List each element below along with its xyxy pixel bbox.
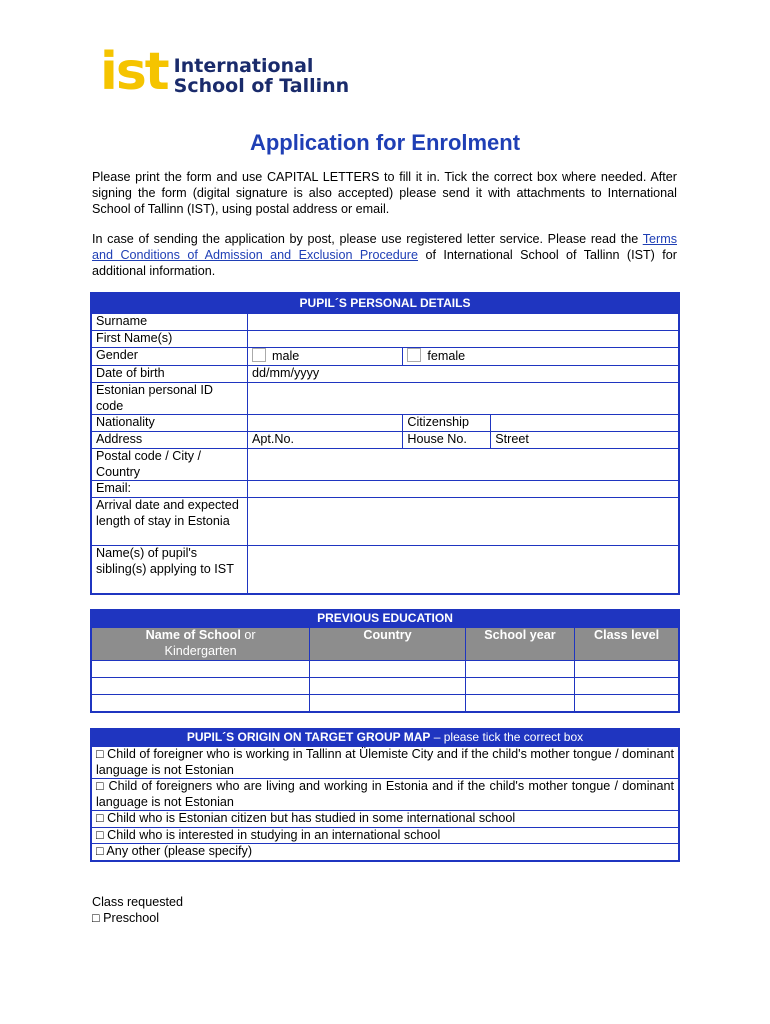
origin-option-2[interactable]: □ Child of foreigners who are living and working in Estonia and if the child's mother tongue / dominant language is not Estonian bbox=[91, 779, 679, 811]
page-title: Application for Enrolment bbox=[249, 130, 521, 155]
origin-header-rest: – please tick the correct box bbox=[430, 730, 584, 745]
logo-line-1: International bbox=[173, 55, 314, 77]
id-code-label: Estonian personal ID code bbox=[91, 383, 248, 415]
origin-option-5[interactable]: □ Any other (please specify) bbox=[91, 844, 679, 861]
postal-label: Postal code / City / Country bbox=[91, 449, 248, 481]
logo-mark: ist bbox=[100, 42, 168, 102]
dob-field[interactable]: dd/mm/yyyy bbox=[248, 366, 680, 383]
origin-option-3[interactable]: □ Child who is Estonian citizen but has studied in some international school bbox=[91, 811, 679, 828]
gender-female-option[interactable] bbox=[403, 348, 679, 366]
intro-p2-after: of International School of Tallinn (IST) for additional information. bbox=[92, 248, 677, 278]
first-names-label: First Name(s) bbox=[91, 331, 248, 348]
house-field[interactable]: House No. bbox=[403, 432, 491, 449]
previous-education-header: PREVIOUS EDUCATION bbox=[91, 610, 679, 628]
school-cell[interactable] bbox=[91, 678, 310, 695]
male-label: male bbox=[272, 349, 300, 363]
table-row bbox=[91, 661, 679, 678]
intro-paragraph-1: Please print the form and use CAPITAL LETTERS to fill it in. Tick the correct box where needed. After signing the form (digital signature is also accepted) please send it with attachments to International School of Tallinn (IST), using postal address or email. bbox=[92, 170, 677, 216]
intro-p2-before: In case of sending the application by post, please use registered letter service. Please read the bbox=[92, 232, 643, 246]
country-cell[interactable] bbox=[310, 695, 466, 712]
male-checkbox[interactable] bbox=[252, 348, 266, 362]
terms-link[interactable]: Terms and Conditions of Admission and Exclusion Procedure bbox=[92, 232, 677, 262]
email-label: Email: bbox=[91, 481, 248, 498]
personal-details-header: PUPIL´S PERSONAL DETAILS bbox=[91, 293, 679, 314]
col-level-header: Class level bbox=[575, 628, 679, 661]
personal-details-table bbox=[90, 292, 680, 595]
id-code-field[interactable] bbox=[248, 383, 680, 415]
nationality-label: Nationality bbox=[91, 415, 248, 432]
nationality-field[interactable] bbox=[248, 415, 403, 432]
first-names-field[interactable] bbox=[248, 331, 680, 348]
school-logo bbox=[100, 42, 350, 102]
class-requested-section bbox=[92, 894, 183, 926]
citizenship-label: Citizenship bbox=[403, 415, 491, 432]
col-school-kindergarten: Kindergarten bbox=[164, 643, 237, 658]
country-cell[interactable] bbox=[310, 678, 466, 695]
col-year-header: School year bbox=[465, 628, 574, 661]
school-cell[interactable] bbox=[91, 695, 310, 712]
female-label: female bbox=[427, 349, 466, 363]
dob-label: Date of birth bbox=[91, 366, 248, 383]
logo-text bbox=[174, 56, 350, 96]
year-cell[interactable] bbox=[465, 695, 574, 712]
apt-field[interactable]: Apt.No. bbox=[248, 432, 403, 449]
school-cell[interactable] bbox=[91, 661, 310, 678]
female-checkbox[interactable] bbox=[407, 348, 421, 362]
citizenship-field[interactable] bbox=[491, 415, 679, 432]
logo-line-2: School of Tallinn bbox=[173, 75, 350, 97]
preschool-option[interactable]: □ Preschool bbox=[92, 911, 160, 925]
previous-education-table bbox=[90, 609, 680, 713]
address-label: Address bbox=[91, 432, 248, 449]
col-school-label: Name of School bbox=[145, 628, 241, 642]
col-school-or: or bbox=[244, 628, 256, 642]
level-cell[interactable] bbox=[575, 661, 679, 678]
year-cell[interactable] bbox=[465, 678, 574, 695]
year-cell[interactable] bbox=[465, 661, 574, 678]
gender-male-option[interactable] bbox=[248, 348, 403, 366]
origin-table bbox=[90, 728, 680, 862]
postal-field[interactable] bbox=[248, 449, 680, 481]
gender-label: Gender bbox=[91, 348, 248, 366]
email-field[interactable] bbox=[248, 481, 680, 498]
origin-option-1[interactable]: □ Child of foreigner who is working in Tallinn at Ülemiste City and if the child's mother tongue / dominant language is not Estonian bbox=[91, 747, 679, 779]
surname-field[interactable] bbox=[248, 314, 680, 331]
siblings-field[interactable] bbox=[248, 546, 680, 594]
level-cell[interactable] bbox=[575, 678, 679, 695]
intro-paragraph-2 bbox=[92, 231, 677, 279]
class-requested-label: Class requested bbox=[92, 895, 184, 909]
siblings-label: Name(s) of pupil's sibling(s) applying to IST bbox=[91, 546, 248, 594]
table-row bbox=[91, 678, 679, 695]
arrival-label: Arrival date and expected length of stay in Estonia bbox=[91, 498, 248, 546]
surname-label: Surname bbox=[91, 314, 248, 331]
col-school-header bbox=[91, 628, 310, 661]
country-cell[interactable] bbox=[310, 661, 466, 678]
table-row bbox=[91, 695, 679, 712]
origin-option-4[interactable]: □ Child who is interested in studying in an international school bbox=[91, 827, 679, 844]
arrival-field[interactable] bbox=[248, 498, 680, 546]
col-country-header: Country bbox=[310, 628, 466, 661]
origin-header bbox=[91, 729, 679, 747]
level-cell[interactable] bbox=[575, 695, 679, 712]
street-field[interactable]: Street bbox=[491, 432, 679, 449]
origin-header-bold: PUPIL´S ORIGIN ON TARGET GROUP MAP bbox=[186, 730, 431, 745]
